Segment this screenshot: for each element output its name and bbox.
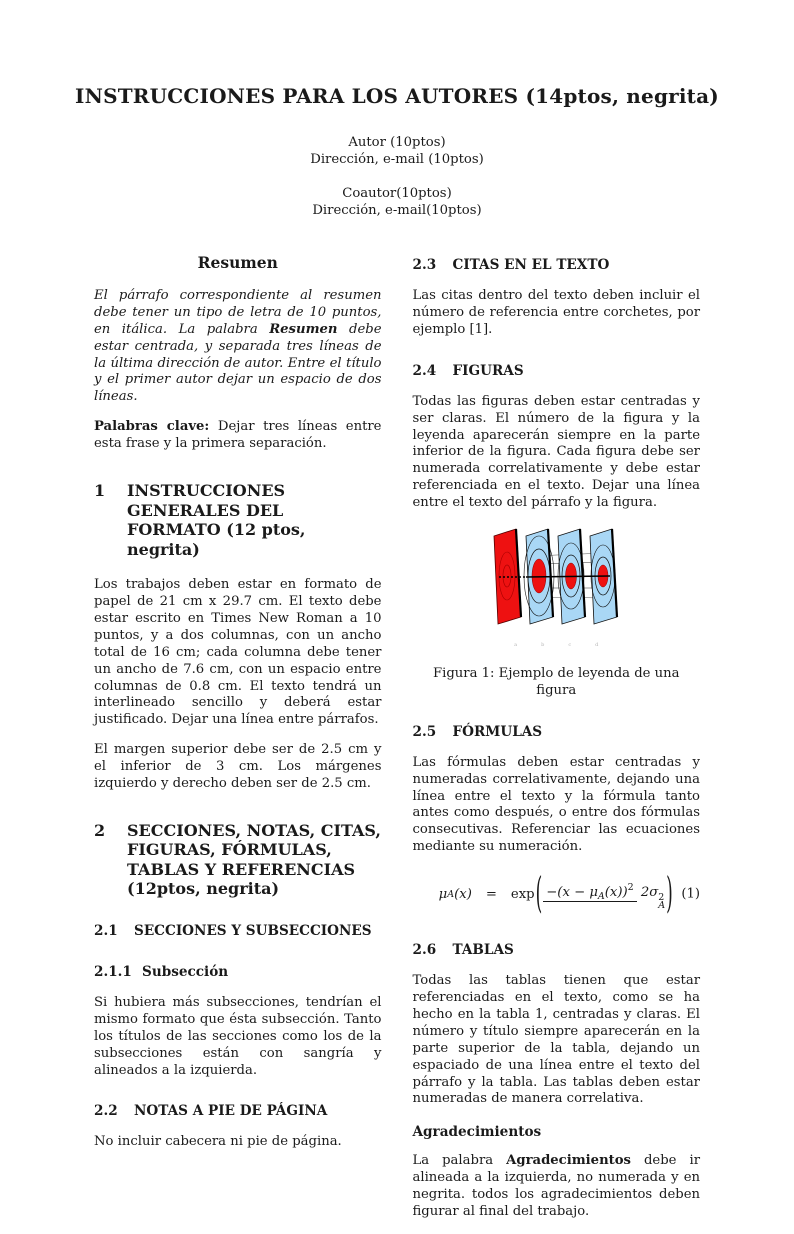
section-2-1-1-heading — [94, 964, 382, 981]
figure-1-caption: Figura 1: Ejemplo de leyenda de una figura — [433, 665, 680, 698]
figure-1-image — [486, 526, 626, 630]
section-1-number: 1 — [94, 481, 106, 501]
section-2-1-1-paragraph: Si hubiera más subsecciones, tendrían el mismo formato que ésta subsección. Tanto los títulos de las secciones como los de la subsecciones están con sangría y alineados a la izquierda. — [94, 994, 382, 1078]
coauthor-name: Coautor(10ptos) — [342, 186, 452, 201]
numerator-mid: (x)) — [604, 884, 628, 900]
section-2-4-title: FIGURAS — [452, 362, 524, 379]
author-block — [0, 134, 794, 219]
section-2-1-title: SECCIONES Y SUBSECCIONES — [134, 922, 372, 939]
section-1-title: INSTRUCCIONES GENERALES DEL FORMATO (12 ptos, negrita) — [127, 481, 306, 559]
equation-fraction — [543, 880, 665, 911]
section-2-2-paragraph: No incluir cabecera ni pie de página. — [94, 1134, 342, 1150]
keywords-label: Palabras clave: — [94, 419, 210, 435]
equation-lhs-sub: A — [447, 888, 455, 900]
abstract-paragraph — [94, 288, 382, 406]
acknowledgements-heading: Agradecimientos — [412, 1124, 542, 1141]
figure-axis-label: b — [541, 641, 545, 648]
section-2-5-heading — [413, 724, 701, 741]
section-2-3-heading — [413, 257, 701, 274]
section-2-6-number: 2.6 — [412, 942, 437, 959]
section-2-2-heading — [94, 1103, 382, 1120]
section-2-2-title: NOTAS A PIE DE PÁGINA — [134, 1103, 328, 1120]
equation-1-body — [438, 868, 674, 919]
section-2-4-number: 2.4 — [412, 362, 437, 379]
section-2-4-paragraph: Todas las figuras deben estar centradas y ser claras. El número de la figura y la leyenda aparecerán siempre en la parte inferior de la figura. Cada figura debe ser numerada correlativamente y debe estar referenciada en el texto. Dejar una línea entre el texto del párrafo y la figura. — [412, 393, 700, 511]
author-address: Dirección, e-mail (10ptos) — [310, 152, 484, 167]
section-2-5-title: FÓRMULAS — [452, 723, 543, 740]
section-2-1-1-title: Subsección — [142, 963, 229, 980]
figure-axis-label: c — [568, 641, 572, 648]
abstract-text-post: debe estar centrada, y separada tres líneas de la última dirección de autor. Entre el título y el primer autor dejar un espacio de dos líneas. — [94, 321, 382, 405]
figure-axis-label: d — [595, 641, 599, 648]
section-2-heading — [94, 821, 382, 899]
section-2-3-title: CITAS EN EL TEXTO — [452, 257, 610, 273]
section-2-1-heading — [94, 923, 382, 940]
section-2-3-paragraph: Las citas dentro del texto deben incluir el número de referencia entre corchetes, por ejemplo [1]. — [412, 288, 700, 337]
acknowledgements-paragraph — [413, 1153, 701, 1221]
equation-1 — [413, 868, 701, 919]
denominator-sup: 2 — [658, 891, 665, 903]
figure-axis-label: a — [514, 641, 518, 648]
figure-axis-labels — [413, 637, 701, 654]
section-2-6-heading — [413, 942, 701, 959]
section-1-heading — [94, 481, 382, 559]
equation-lhs-arg: (x) — [454, 886, 472, 902]
equation-open-paren: ( — [535, 868, 543, 919]
coauthor-group — [0, 185, 794, 219]
denominator-coef: 2σ — [640, 884, 659, 900]
section-1-paragraph-1: Los trabajos deben estar en formato de papel de 21 cm x 29.7 cm. El texto debe estar escrito en Times New Roman a 10 puntos, y a dos columnas, con un ancho total de 16 cm; cada columna debe tener un ancho de 7.6 cm, con un espacio entre columnas de 0.8 cm. El texto tendrá un interlineado sencillo y deberá estar justificado. Dejar una línea entre párrafos. — [94, 577, 382, 728]
paper-title: INSTRUCCIONES PARA LOS AUTORES (14ptos, negrita) — [75, 84, 719, 108]
abstract-heading: Resumen — [197, 253, 278, 272]
numerator-sup: 2 — [627, 881, 634, 893]
right-column — [413, 255, 701, 1234]
keywords-paragraph — [94, 419, 382, 453]
equation-numerator — [543, 881, 636, 902]
abstract-text-pre: El párrafo correspondiente al resumen debe tener un tipo de letra de 10 puntos, en itálica. La palabra — [94, 287, 382, 337]
section-2-3-number: 2.3 — [412, 257, 437, 273]
equation-number: (1) — [681, 886, 700, 902]
section-2-title: SECCIONES, NOTAS, CITAS, FIGURAS, FÓRMULAS, TABLAS Y REFERENCIAS (12ptos, negrita) — [127, 820, 381, 899]
figure-1 — [413, 526, 701, 654]
coauthor-address: Dirección, e-mail(10ptos) — [312, 203, 482, 218]
equation-equals: = — [485, 886, 497, 902]
equation-lhs-mu: μ — [438, 886, 448, 902]
ack-text-post: debe ir alineada a la izquierda, no numerada y en negrita. todos los agradecimientos deben figurar al final del trabajo. — [412, 1153, 700, 1219]
two-column-body — [94, 255, 700, 1234]
section-2-1-number: 2.1 — [94, 922, 118, 939]
ack-text-bold: Agradecimientos — [506, 1153, 631, 1169]
section-1-paragraph-2: El margen superior debe ser de 2.5 cm y el inferior de 3 cm. Los márgenes izquierdo y derecho deben ser de 2.5 cm. — [94, 742, 382, 792]
section-2-2-number: 2.2 — [94, 1103, 118, 1120]
section-2-5-paragraph: Las fórmulas deben estar centradas y numeradas correlativamente, dejando una línea entre el texto y la fórmula tanto antes como después, o entre dos fórmulas consecutivas. Referenciar las ecuaciones mediante su numeración. — [412, 754, 700, 855]
numerator-sub: A — [597, 890, 605, 902]
section-2-4-heading — [413, 363, 701, 380]
section-2-number: 2 — [94, 820, 106, 840]
equation-close-paren: ) — [666, 868, 673, 919]
section-2-6-paragraph: Todas las tablas tienen que estar referenciadas en el texto, como se ha hecho en la tabla 1, centradas y claras. El número y título siempre aparecerán en la parte superior de la tabla, dejando un espaciado de una línea entre el texto del párrafo y la tabla. Las tablas deben estar numeradas de manera correlativa. — [412, 973, 700, 1107]
author-group — [0, 134, 794, 168]
keywords-text: Dejar tres líneas entre esta frase y la primera separación. — [94, 419, 382, 452]
section-2-6-title: TABLAS — [452, 942, 514, 959]
denominator-sub: A — [658, 900, 666, 912]
section-2-5-number: 2.5 — [412, 723, 437, 740]
section-2-1-1-number: 2.1.1 — [94, 963, 132, 980]
equation-denominator — [640, 883, 666, 912]
abstract-text-bold: Resumen — [269, 321, 338, 337]
numerator-pre: −(x − μ — [546, 884, 598, 900]
ack-text-pre: La palabra — [412, 1153, 507, 1169]
equation-exp: exp — [510, 886, 535, 902]
left-column — [94, 255, 382, 1234]
denominator-supsub — [658, 891, 666, 912]
author-name: Autor (10ptos) — [348, 135, 446, 150]
